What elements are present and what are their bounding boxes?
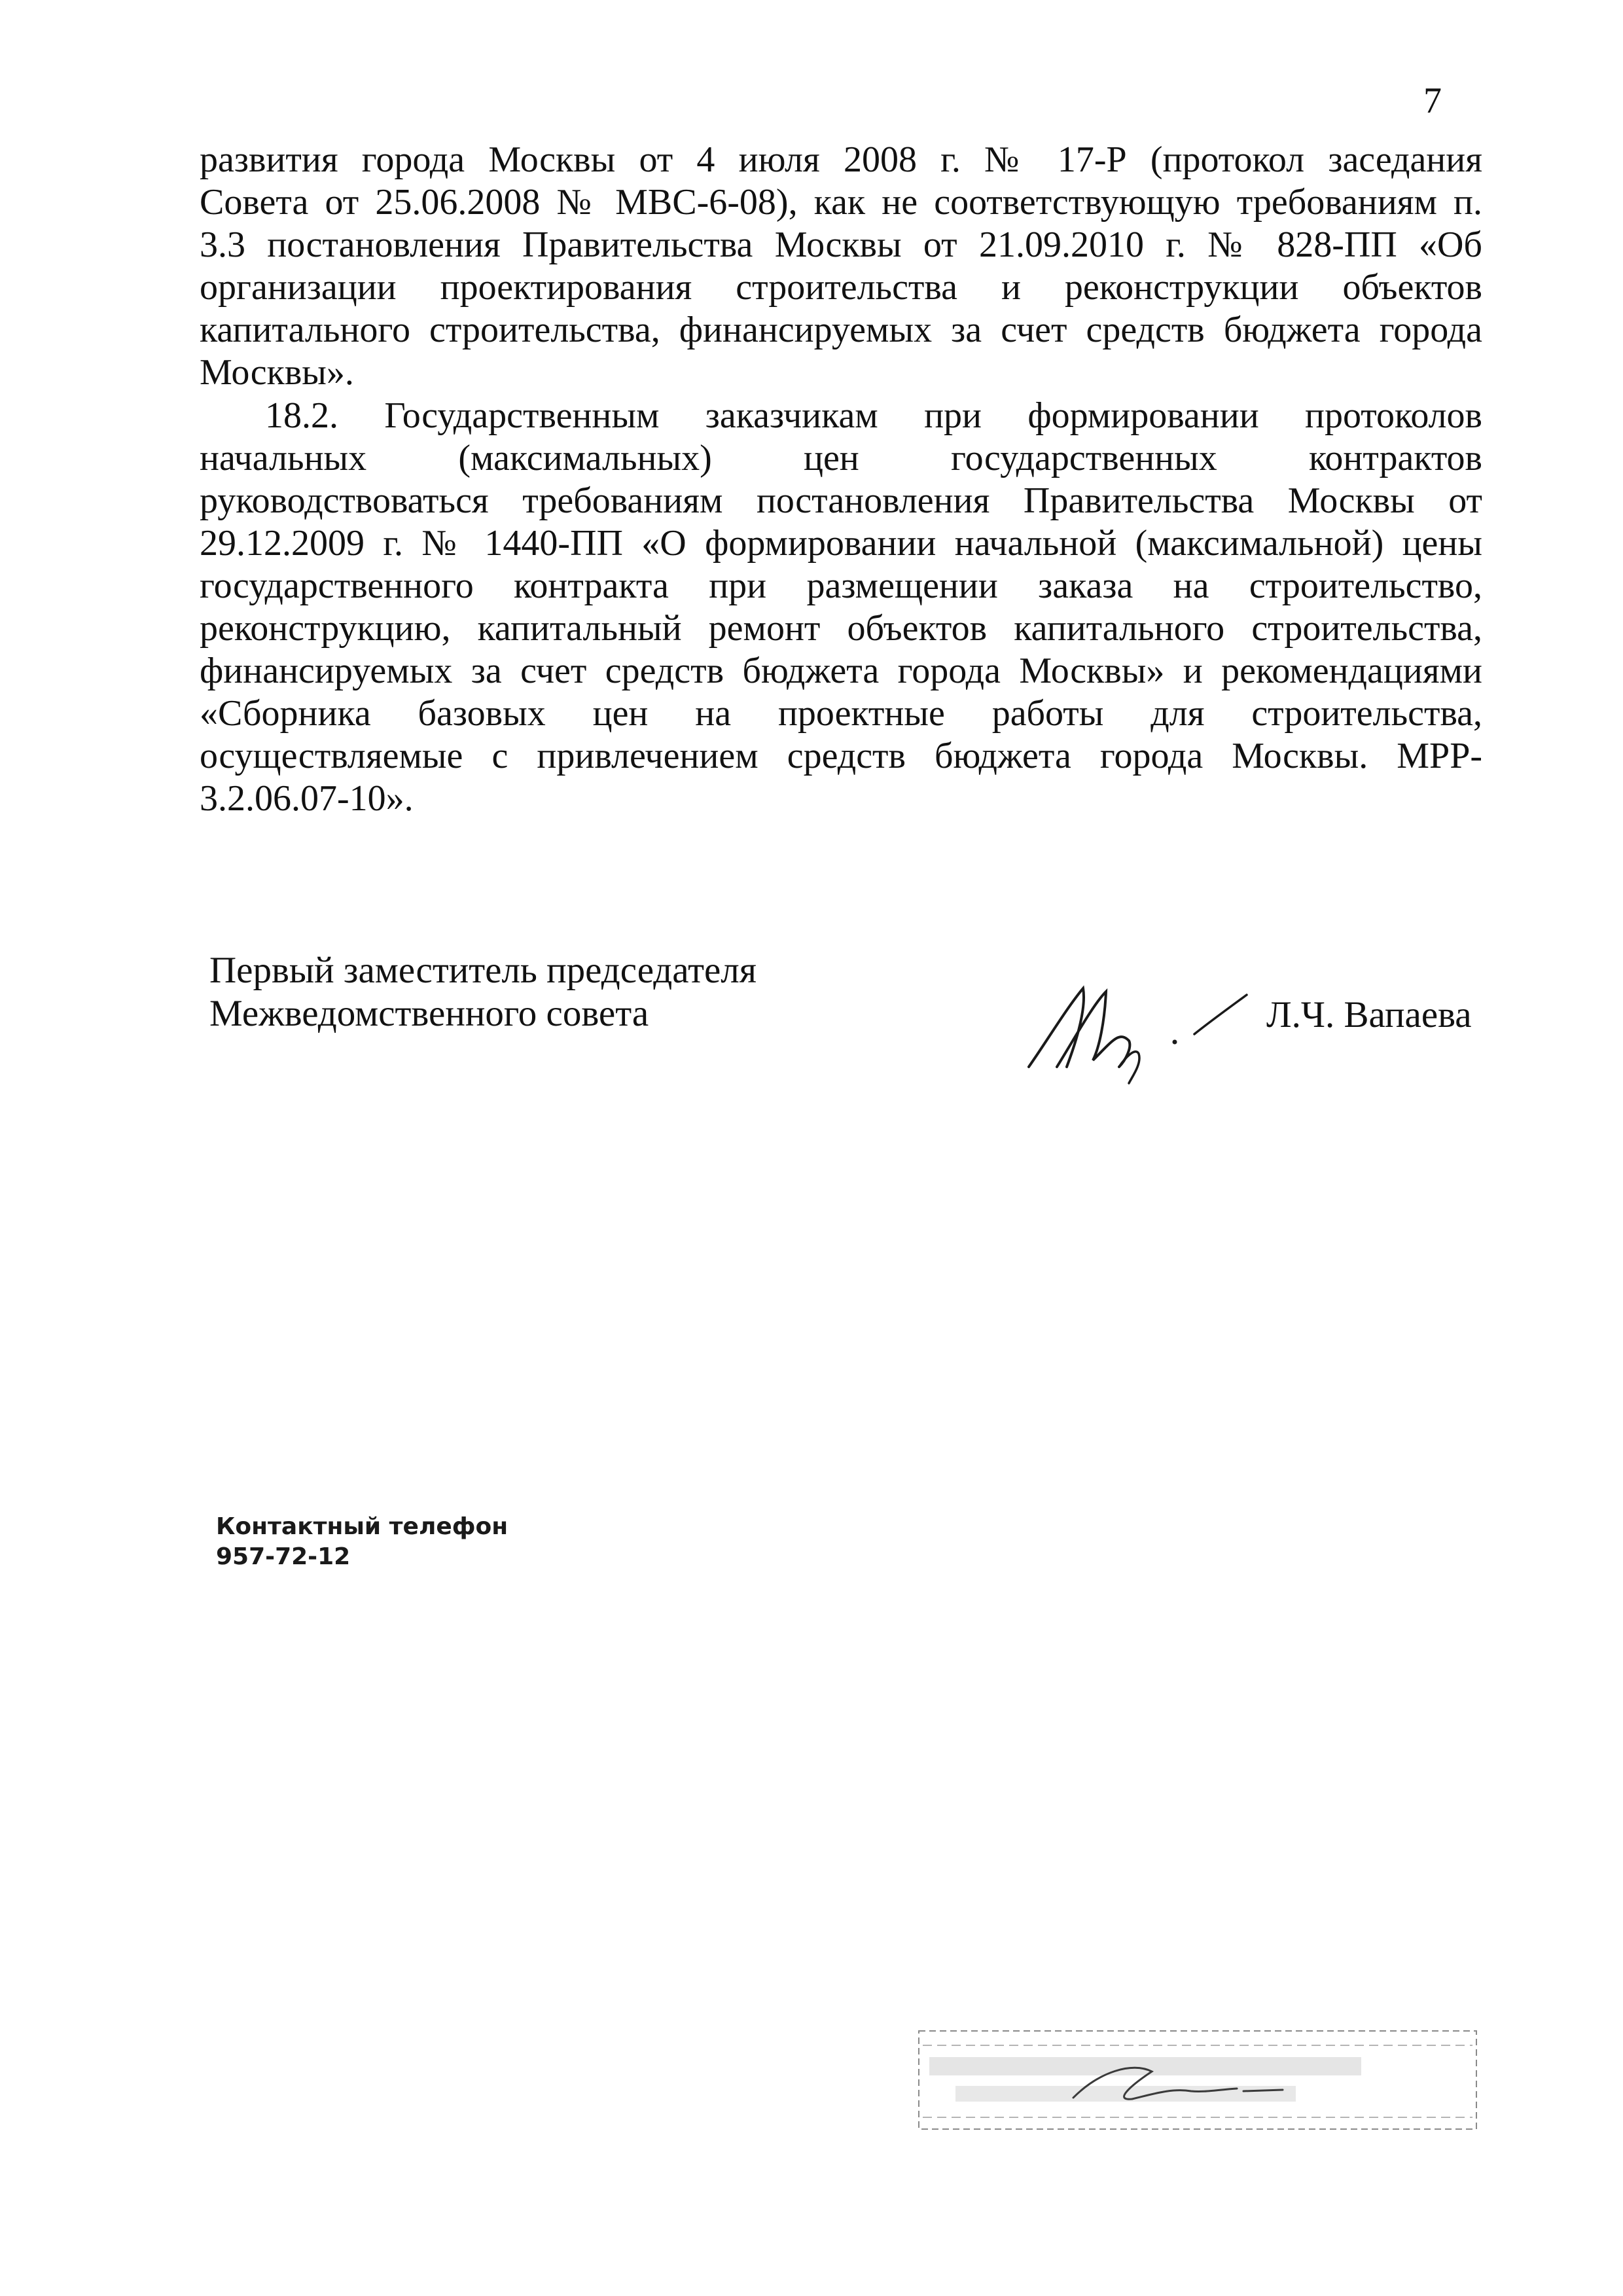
paragraph-18-2 [200,395,1482,820]
paragraph-line: начальных (максимальных) цен государственных контрактов [200,438,1482,478]
paragraph-line: Москвы». [200,352,354,393]
paragraph-line: капитального строительства, финансируемых за счет средств бюджета города [200,310,1482,350]
signer-title-line: Первый заместитель председателя [209,950,757,991]
paragraph-line: государственного контракта при размещении заказа на строительство, [200,565,1482,606]
paragraph-line: развития города Москвы от 4 июля 2008 г. № 17-Р (протокол заседания [200,139,1482,180]
paragraph-line: осуществляемые с привлечением средств бюджета города Москвы. МРР- [200,736,1482,776]
contact-phone: 957-72-12 [216,1543,351,1570]
paragraph-continuation [200,139,1482,394]
paragraph-line: 29.12.2009 г. № 1440-ПП «О формировании начальной (максимальной) цены [200,523,1482,564]
paragraph-line: «Сборника базовых цен на проектные работы для строительства, [200,693,1482,734]
contact-block [216,1512,508,1572]
contact-label: Контактный телефон [216,1513,508,1540]
handwritten-signature [1021,969,1257,1086]
paragraph-line: руководствоваться требованиям постановления Правительства Москвы от [200,480,1482,521]
paragraph-line: 3.3 постановления Правительства Москвы от 21.09.2010 г. № 828-ПП «Об [200,224,1482,265]
paragraph-line: финансируемых за счет средств бюджета города Москвы» и рекомендациями [200,651,1482,691]
paragraph-line: 3.2.06.07-10». [200,778,414,819]
page-number: 7 [1423,81,1442,121]
signer-title-line: Межведомственного совета [209,993,649,1034]
paragraph-line: 18.2. Государственным заказчикам при формировании протоколов [265,395,1482,436]
signer-title [209,949,757,1035]
registration-stamp [916,2026,1479,2137]
paragraph-line: Совета от 25.06.2008 № МВС-6-08), как не соответствующую требованиям п. [200,182,1482,223]
signer-name: Л.Ч. Вапаева [1266,994,1472,1035]
paragraph-line: реконструкцию, капитальный ремонт объектов капитального строительства, [200,608,1482,649]
paragraph-line: организации проектирования строительства и реконструкции объектов [200,267,1482,308]
